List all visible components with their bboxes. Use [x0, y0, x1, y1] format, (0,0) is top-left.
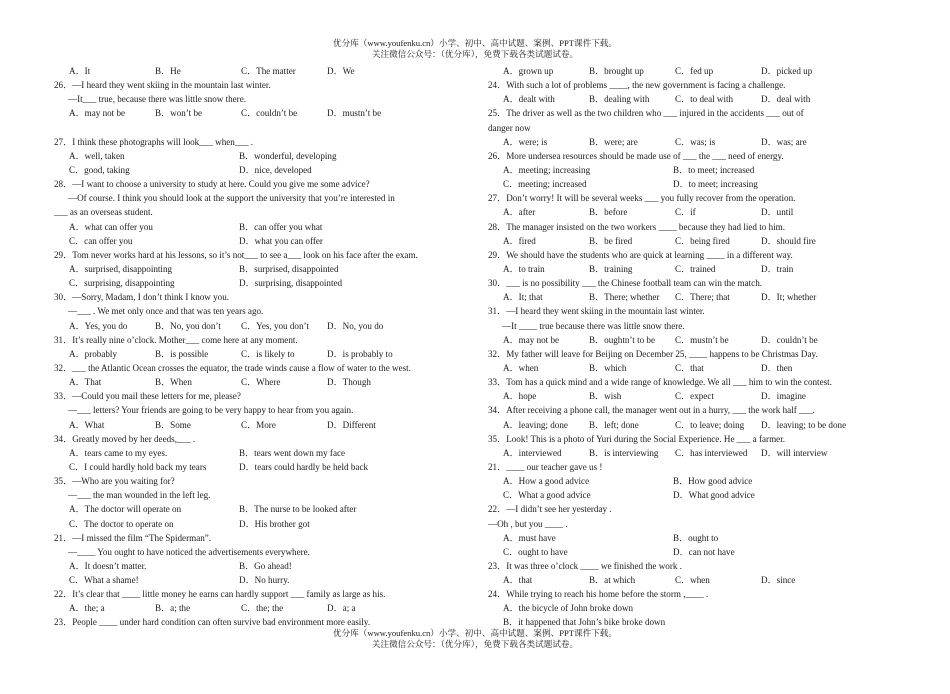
options-row — [54, 559, 494, 573]
options-row — [488, 361, 928, 375]
answer-option: A．Yes, you do — [69, 320, 128, 331]
page-footer — [0, 628, 950, 649]
answer-option: C．The matter — [241, 66, 296, 76]
answer-option: D．a; a — [327, 603, 356, 614]
options-row — [54, 276, 494, 290]
answer-option: A．surprised, disappointing — [69, 263, 173, 274]
question-line: ___ as an overseas student. — [54, 207, 153, 218]
options-row — [488, 234, 928, 248]
answer-option: D．train — [761, 263, 794, 274]
answer-option: D．No hurry. — [239, 575, 290, 586]
answer-option: B．ought to — [673, 532, 719, 543]
options-row — [54, 502, 494, 516]
options-row — [488, 163, 928, 177]
answer-option: C．Yes, you don’t — [241, 320, 309, 331]
answer-option: B．tears went down my face — [239, 447, 346, 458]
question-line: 25．The driver as well as the two children who ___ injured in the accidents ___ out of — [488, 108, 804, 119]
answer-option: B．it happened that John’s bike broke down — [503, 617, 666, 628]
answer-option: A．what can offer you — [69, 221, 153, 232]
question-line: 26．More undersea resources should be made use of ___ the ___ need of energy. — [488, 150, 784, 161]
dialogue-line: —___ letters? Your friends are going to be very happy to hear from you again. — [68, 405, 354, 416]
answer-option: B．Some — [155, 419, 191, 430]
options-row — [488, 446, 928, 460]
answer-option: C．being fired — [675, 235, 730, 246]
answer-option: A．fired — [503, 235, 536, 246]
answer-option: B．left; done — [589, 419, 639, 430]
answer-option: C．to deal with — [675, 94, 734, 105]
question-line: 35．—Who are you waiting for? — [54, 476, 175, 487]
options-row — [54, 106, 494, 120]
answer-option: A．That — [69, 377, 102, 388]
answer-option: C．can offer you — [69, 235, 133, 246]
page-header — [0, 38, 950, 59]
answer-option: B．There; whether — [589, 292, 660, 303]
answer-option: D．deal with — [761, 94, 811, 105]
question-line: 35．Look! This is a photo of Yuri during the Social Experience. He ___ a farmer. — [488, 433, 785, 444]
options-row — [488, 573, 928, 587]
answer-option: D．It; whether — [761, 292, 817, 303]
answer-option: A．may not be — [69, 108, 126, 119]
options-row — [488, 601, 928, 615]
question-line: 23．People ____ under hard condition can often survive bad environment more easily. — [54, 617, 371, 628]
answer-option: C．Where — [241, 377, 281, 388]
answer-option: D．Different — [327, 419, 376, 430]
question-line: 23．It was three o’clock ____ we finished the work . — [488, 560, 682, 571]
answer-option: B．which — [589, 362, 627, 373]
answer-option: D．will interview — [761, 447, 828, 458]
question-line: 27．Don’t worry! It will be several weeks ___ you fully recover from the operation. — [488, 193, 796, 204]
answer-option: C．when — [675, 575, 710, 586]
answer-option: C．surprising, disappointing — [69, 278, 175, 289]
answer-option: B．training — [589, 263, 633, 274]
left-column — [54, 64, 494, 630]
question-line: 27．I think these photographs will look___ when___ . — [54, 136, 254, 147]
answer-option: D．can not have — [673, 546, 735, 557]
answer-option: D．couldn’t be — [761, 334, 818, 345]
question-line: 21．____ our teacher gave us ! — [488, 461, 603, 472]
options-row — [488, 64, 928, 78]
question-line: 32．My father will leave for Beijing on December 25, ____ happens to be Christmas Day. — [488, 348, 818, 359]
dialogue-line: —It ____ true because there was little snow there. — [502, 320, 685, 331]
answer-option: D．We — [327, 66, 355, 76]
answer-option: D．mustn’t be — [327, 108, 382, 119]
question-line: 22．—I didn’t see her yesterday . — [488, 504, 612, 515]
footer-line-2: 关注微信公众号：（优分库），免费下载各类试题试卷。 — [371, 638, 579, 649]
answer-option: C．is likely to — [241, 348, 295, 359]
question-line: danger now — [488, 122, 531, 133]
answer-option: D．His brother got — [239, 518, 310, 529]
answer-option: A．tears came to my eyes. — [69, 447, 168, 458]
answer-option: D．then — [761, 362, 793, 373]
answer-option: A．dealt with — [503, 94, 555, 105]
blank-line — [54, 121, 494, 135]
options-row — [488, 531, 928, 545]
question-line: 24．While trying to reach his home before the storm ,____ . — [488, 589, 709, 600]
answer-option: B．oughtn’t to be — [589, 334, 656, 345]
answer-option: B．surprised, disappointed — [239, 263, 339, 274]
question-line: 30．___ is no possibility ___ the Chinese football team can win the match. — [488, 278, 763, 289]
answer-option: A．What — [69, 419, 105, 430]
options-row — [488, 177, 928, 191]
answer-option: D．nice, developed — [239, 164, 312, 175]
options-row — [54, 163, 494, 177]
answer-option: C．fed up — [675, 66, 714, 76]
footer-line-1: 优分库（www.youfenku.cn）小学、初中、高中试题、案例、PPT课件下载。 — [333, 628, 617, 638]
answer-option: A．the bicycle of John broke down — [503, 603, 634, 614]
answer-option: B．is interviewing — [589, 447, 659, 458]
answer-option: A．must have — [503, 532, 556, 543]
answer-option: A．may not be — [503, 334, 560, 345]
answer-option: B．When — [155, 377, 192, 388]
options-row — [54, 517, 494, 531]
question-line: —Oh , but you ____ . — [488, 518, 568, 529]
answer-option: B．a; the — [155, 603, 191, 614]
answer-option: B．at which — [589, 575, 636, 586]
answer-option: C．meeting; increased — [503, 179, 587, 190]
question-line: 33．—Could you mail these letters for me, please? — [54, 391, 241, 402]
answer-option: C．ought to have — [503, 546, 568, 557]
answer-option: B．dealing with — [589, 94, 650, 105]
answer-option: C．was; is — [675, 136, 716, 147]
answer-option: D．picked up — [761, 66, 813, 76]
answer-option: C．trained — [675, 263, 716, 274]
right-column — [488, 64, 928, 630]
answer-option: A．when — [503, 362, 539, 373]
answer-option: B．The nurse to be looked after — [239, 504, 357, 515]
answer-option: C．What a good advice — [503, 490, 591, 501]
options-row — [488, 418, 928, 432]
options-row — [488, 488, 928, 502]
answer-option: A．It doesn’t matter. — [69, 560, 147, 571]
answer-option: B．can offer you what — [239, 221, 323, 232]
options-row — [488, 92, 928, 106]
options-row — [488, 389, 928, 403]
answer-option: C．More — [241, 419, 276, 430]
answer-option: B．brought up — [589, 66, 644, 76]
answer-option: B．before — [589, 207, 628, 218]
answer-option: A．leaving; done — [503, 419, 568, 430]
options-row — [54, 573, 494, 587]
answer-option: C．has interviewed — [675, 447, 748, 458]
answer-option: D．was; are — [761, 136, 807, 147]
answer-option: C．couldn’t be — [241, 108, 298, 119]
question-line: 33．Tom has a quick mind and a wide range of knowledge. We all ___ him to win the contest. — [488, 377, 832, 388]
answer-option: A．It — [69, 66, 91, 76]
dialogue-line: —___ . We met only once and that was ten years ago. — [68, 306, 264, 317]
answer-option: D．should fire — [761, 235, 816, 246]
question-line: 26．—I heard they went skiing in the mountain last winter. — [54, 80, 271, 91]
question-line: 32．___ the Atlantic Ocean crosses the equator, the trade winds cause a flow of water to the west. — [54, 362, 411, 373]
answer-option: C．to leave; doing — [675, 419, 745, 430]
answer-option: A．were; is — [503, 136, 548, 147]
options-row — [488, 135, 928, 149]
answer-option: D．until — [761, 207, 794, 218]
options-row — [488, 205, 928, 219]
question-line: 29．We should have the students who are quick at learning ____ in a different way. — [488, 249, 793, 260]
options-row — [488, 290, 928, 304]
options-row — [54, 446, 494, 460]
answer-option: A．interviewed — [503, 447, 562, 458]
answer-option: B．to meet; increased — [673, 164, 755, 175]
options-row — [54, 149, 494, 163]
answer-option: A．meeting; increasing — [503, 164, 591, 175]
answer-option: B．is possible — [155, 348, 209, 359]
answer-option: B．wonderful, developing — [239, 150, 337, 161]
header-line-2: 关注微信公众号：（优分库），免费下载各类试题试卷。 — [371, 48, 579, 59]
answer-option: B．No, you don’t — [155, 320, 221, 331]
answer-option: A．It; that — [503, 292, 543, 303]
header-line-1: 优分库（www.youfenku.cn）小学、初中、高中试题、案例、PPT课件下载。 — [333, 38, 617, 48]
answer-option: D．since — [761, 575, 796, 586]
answer-option: B．wish — [589, 391, 622, 402]
question-line: 34．Greatly moved by her deeds,___ . — [54, 433, 196, 444]
answer-option: A．to train — [503, 263, 545, 274]
answer-option: A．The doctor will operate on — [69, 504, 182, 515]
answer-option: C．if — [675, 207, 696, 218]
question-line: 31．It’s really nine o’clock. Mother___ come here at any moment. — [54, 334, 298, 345]
answer-option: C．the; the — [241, 603, 284, 614]
dialogue-line: —Of course. I think you should look at the support the university that you’re interested in — [68, 193, 395, 204]
answer-option: D．what you can offer — [239, 235, 323, 246]
question-line: 21．—I missed the film “The Spiderman”. — [54, 532, 212, 543]
dialogue-line: —____ You ought to have noticed the advertisements everywhere. — [68, 546, 310, 557]
question-line: 28．The manager insisted on the two workers ____ because they had lied to him. — [488, 221, 785, 232]
answer-option: C．There; that — [675, 292, 730, 303]
dialogue-line: —___ the man wounded in the left leg. — [68, 490, 211, 501]
answer-option: A．How a good advice — [503, 476, 590, 487]
answer-option: C．mustn’t be — [675, 334, 729, 345]
answer-option: D．surprising, disappointed — [239, 278, 343, 289]
options-row — [54, 262, 494, 276]
question-line: 30．—Sorry, Madam, I don’t think I know you. — [54, 292, 230, 303]
answer-option: D．Though — [327, 377, 371, 388]
question-line: 22．It’s clear that ____ little money he earns can hardly support ___ family as large as his. — [54, 589, 386, 600]
answer-option: A．after — [503, 207, 536, 218]
question-line: 28．—I want to choose a university to study at here. Could you give me some advice? — [54, 179, 370, 190]
answer-option: D．What good advice — [673, 490, 755, 501]
question-line: 34．After receiving a phone call, the manager went out in a hurry, ___ the work half ___. — [488, 405, 815, 416]
options-row — [54, 220, 494, 234]
answer-option: B．won’t be — [155, 108, 203, 119]
answer-option: B．Go ahead! — [239, 560, 292, 571]
options-row — [54, 601, 494, 615]
options-row — [54, 375, 494, 389]
answer-option: D．tears could hardly be held back — [239, 461, 369, 472]
options-row — [54, 347, 494, 361]
dialogue-line: —It___ true, because there was little snow there. — [68, 94, 247, 105]
options-row — [54, 234, 494, 248]
answer-option: C．good, taking — [69, 164, 130, 175]
answer-option: C．I could hardly hold back my tears — [69, 461, 207, 472]
answer-option: C．that — [675, 362, 704, 373]
options-row — [488, 262, 928, 276]
options-row — [488, 545, 928, 559]
answer-option: D．is probably to — [327, 348, 393, 359]
answer-option: B．were; are — [589, 136, 638, 147]
answer-option: A．probably — [69, 348, 117, 359]
options-row — [54, 418, 494, 432]
question-line: 24．With such a lot of problems ____, the new government is facing a challenge. — [488, 80, 786, 91]
answer-option: D．leaving; to be done — [761, 419, 847, 430]
answer-option: B．He — [155, 66, 181, 76]
question-line: 29．Tom never works hard at his lessons, so it’s not___ to see a___ look on his face after the exam. — [54, 249, 418, 260]
answer-option: C．expect — [675, 391, 714, 402]
options-row — [488, 474, 928, 488]
question-line: 31．—I heard they went skiing in the mountain last winter. — [488, 306, 705, 317]
answer-option: A．grown up — [503, 66, 554, 76]
answer-option: A．that — [503, 575, 533, 586]
options-row — [488, 333, 928, 347]
options-row — [54, 319, 494, 333]
answer-option: A．the; a — [69, 603, 105, 614]
answer-option: C．What a shame! — [69, 575, 139, 586]
options-row — [54, 64, 494, 78]
answer-option: D．No, you do — [327, 320, 384, 331]
options-row — [54, 460, 494, 474]
answer-option: B．How good advice — [673, 476, 753, 487]
answer-option: C．The doctor to operate on — [69, 518, 174, 529]
answer-option: A．hope — [503, 391, 537, 402]
answer-option: D．imagine — [761, 391, 806, 402]
answer-option: A．well, taken — [69, 150, 125, 161]
answer-option: B．be fired — [589, 235, 633, 246]
answer-option: D．to meet; increasing — [673, 179, 758, 190]
